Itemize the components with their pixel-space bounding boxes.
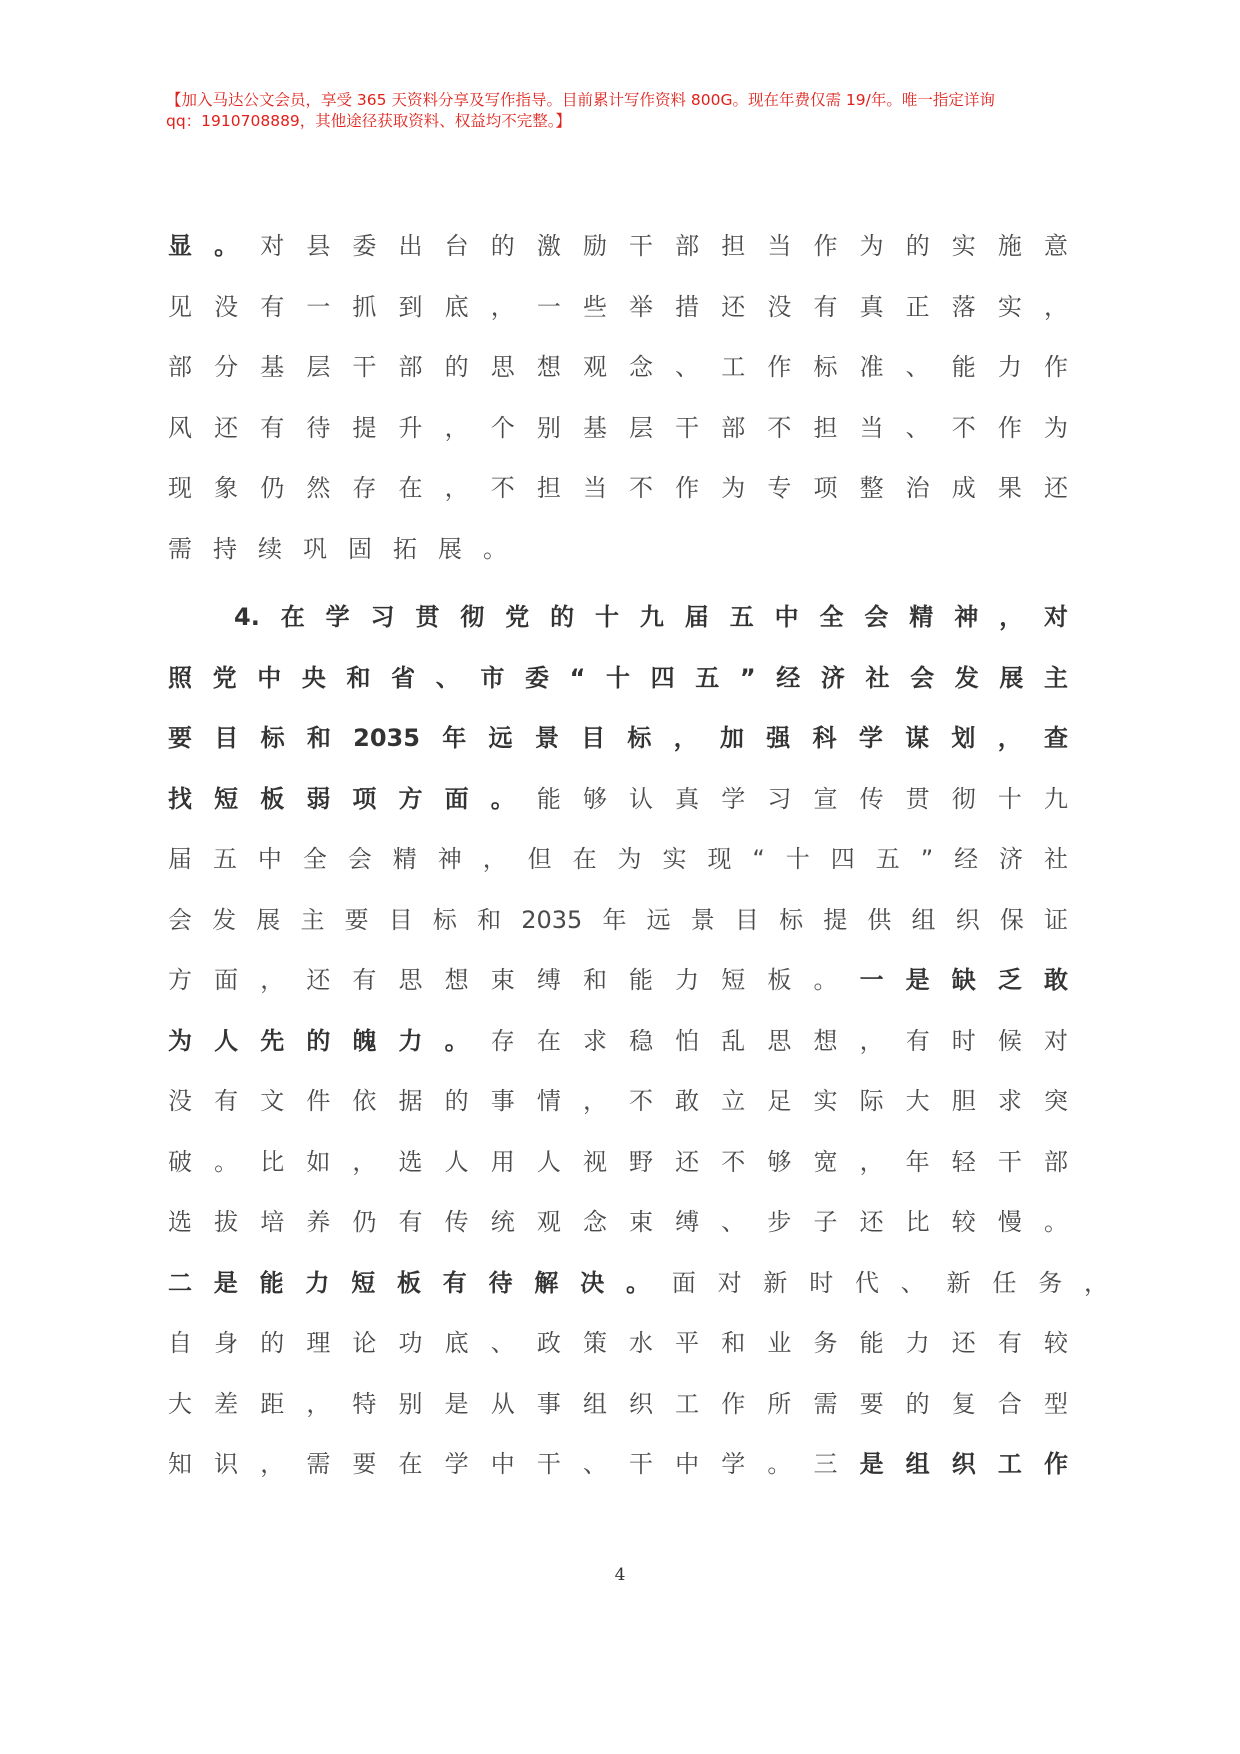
text-line: 现象仍然存在，不担当不作为专项整治成果还 — [168, 474, 1068, 502]
bold-phrase: 找短板弱项方面。 — [168, 784, 537, 813]
body-text-span: 存在求稳怕乱思想，有时候对 — [490, 1026, 1069, 1055]
text-line — [168, 1021, 1068, 1082]
text-line: 破。比如，选人用人视野还不够宽，年轻干部 — [168, 1147, 1068, 1176]
document-body — [168, 226, 1109, 1505]
bold-phrase: 一是缺乏敢 — [859, 966, 1068, 994]
text-line: 部分基层干部的思想观念、工作标准、能力作 — [168, 353, 1068, 381]
page-number: 4 — [614, 1565, 626, 1585]
membership-notice — [166, 90, 1066, 132]
text-line: 没有文件依据的事情，不敢立足实际大胆求突 — [168, 1087, 1068, 1115]
body-text-span: 方面，还有思想束缚和能力短板。 — [168, 966, 860, 994]
body-text-span: 能够认真学习宣传贯彻十九 — [536, 784, 1069, 813]
text-line — [168, 1444, 1068, 1505]
text-line: 风还有待提升，个别基层干部不担当、不作为 — [168, 413, 1068, 442]
bold-phrase: 二是能力短板有待解决。 — [168, 1268, 672, 1297]
text-line: 见没有一抓到底，一些举措还没有真正落实， — [168, 292, 1068, 321]
text-line — [168, 960, 1068, 1021]
notice-line-2: qq：1910708889，其他途径获取资料、权益均不完整。】 — [166, 112, 572, 130]
section-heading-line: 照党中央和省、市委“十四五”经济社会发展主 — [168, 663, 1068, 692]
text-line: 大差距，特别是从事组织工作所需要的复合型 — [168, 1389, 1068, 1418]
body-text-span: 知识，需要在学中干、干中学。三 — [168, 1450, 860, 1478]
text-line: 会发展主要目标和2035年远景目标提供组织保证 — [168, 905, 1068, 934]
bold-phrase: 是组织工作 — [859, 1450, 1068, 1478]
body-text-span: 对县委出台的激励干部担当作为的实施意 — [260, 232, 1069, 260]
text-line: 自身的理论功底、政策水平和业务能力还有较 — [168, 1329, 1068, 1357]
section-heading-line: 要目标和2035年远景目标，加强科学谋划，查 — [168, 724, 1068, 752]
text-line: 选拔培养仍有传统观念束缚、步子还比较慢。 — [168, 1208, 1068, 1236]
body-text-span: 面对新时代、新任务， — [671, 1268, 1109, 1297]
text-line: 届五中全会精神，但在为实现“十四五”经济社 — [168, 845, 1068, 873]
text-line — [168, 779, 1068, 840]
notice-line-1: 【加入马达公文会员，享受 365 天资料分享及写作指导。目前累计写作资料 800G。现在年费仅需 19/年。唯一指定详询 — [166, 91, 995, 109]
text-line — [168, 1263, 1108, 1324]
section-heading-line: 4.在学习贯彻党的十九届五中全会精神，对 — [234, 603, 1068, 631]
text-line: 需持续巩固拓展。 — [168, 534, 528, 563]
text-line — [168, 226, 1068, 287]
bold-phrase: 为人先的魄力。 — [168, 1026, 491, 1055]
bold-phrase: 显。 — [168, 232, 261, 260]
